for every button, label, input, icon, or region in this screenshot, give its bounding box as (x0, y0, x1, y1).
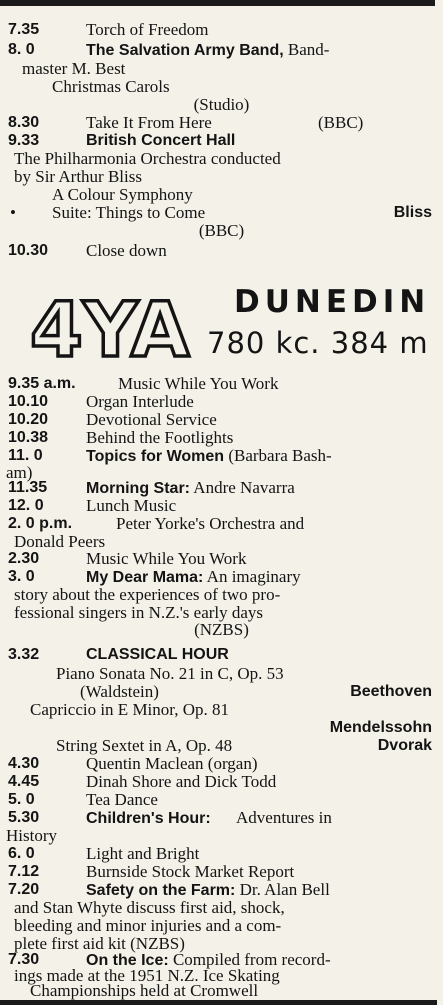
station-logo (28, 292, 204, 364)
listing-continuation: A Colour Symphony (52, 185, 193, 204)
top-rule (0, 0, 435, 6)
listing-continuation: bleeding and minor injuries and a com- (14, 916, 282, 935)
listing-continuation: The Philharmonia Orchestra conducted (14, 149, 281, 168)
station-logo-text: 4YA (30, 292, 190, 364)
listing-continuation: plete first aid kit (NZBS) (14, 934, 185, 953)
listing-continuation: by Sir Arthur Bliss (14, 167, 142, 186)
source-note: (Studio) (193, 95, 250, 114)
bottom-rule (0, 1000, 437, 1005)
listing-continuation: fessional singers in N.Z.'s early days (14, 603, 264, 622)
listing-continuation: story about the experiences of two pro- (14, 585, 281, 604)
source-note: (BBC) (198, 221, 245, 240)
listing-continuation: Championships held at Cromwell (30, 981, 259, 1000)
newspaper-page: 7.35 Torch of Freedom 8. 0 The Salvation Army Band, Band- master M. Best Christmas Carols (Studio) 8.30 Take It From Here (BBC) 9.33 British Concert Hall The Philharmonia Orchestra conducted by Sir Arthur Bliss A Colour Symphony • Suite: Things to Come Bliss (BBC) 10.30 Close down 4YA DUNEDIN 780 kc. 384 m 9.35 a.m. Music While You Work 10.10 Organ Interlude 10.20 Devotional Service 10.38 Behind the Footlights 11. 0 Topics for Women (Barbara Bash- am) 11.35 Morning Star: Andre Navarra 12. 0 Lunch Music 2. 0 p.m. Peter Yorke's Orchestra and Donald Peers 2.30 Music While You Work 3. 0 My Dear Mama: An imaginary story about the experiences of two pro- fessional singers in N.Z.'s early days (NZBS) 3.32 CLASSICAL HOUR Piano Sonata No. 21 in C, Op. 53 (Waldstein) Beethoven Capriccio in E Minor, Op. 81 Mendelssohn String Sextet in A, Op. 48 Dvorak 4.30 Quentin Maclean (organ) 4.45 Dinah Shore and Dick Todd 5. 0 Tea Dance 5.30 Children's Hour: Adventures in History 6. 0 Light and Bright 7.12 Burnside Stock Market Report 7.20 Safety on the Farm: Dr. Alan Bell and Stan Whyte discuss first aid, shock, bleeding and minor injuries and a com- plete first aid kit (NZBS) 7.30 On the Ice: Compiled from record- ings made at the 1951 N.Z. Ice Skating Championships held at Cromwell (0, 0, 443, 1005)
listing-continuation: History (6, 826, 57, 845)
listing-continuation: Donald Peers (14, 532, 106, 551)
listing-continuation: am) (6, 463, 33, 482)
station-frequency: 780 kc. 384 m (207, 326, 429, 360)
station-name: DUNEDIN (234, 284, 431, 320)
source-note: (NZBS) (194, 620, 249, 639)
listing-continuation: ings made at the 1951 N.Z. Ice Skating (14, 966, 280, 985)
listing-continuation: master M. Best (22, 59, 126, 78)
listing-continuation: Christmas Carols (52, 77, 170, 96)
listing-continuation: and Stan Whyte discuss first aid, shock, (14, 898, 285, 917)
